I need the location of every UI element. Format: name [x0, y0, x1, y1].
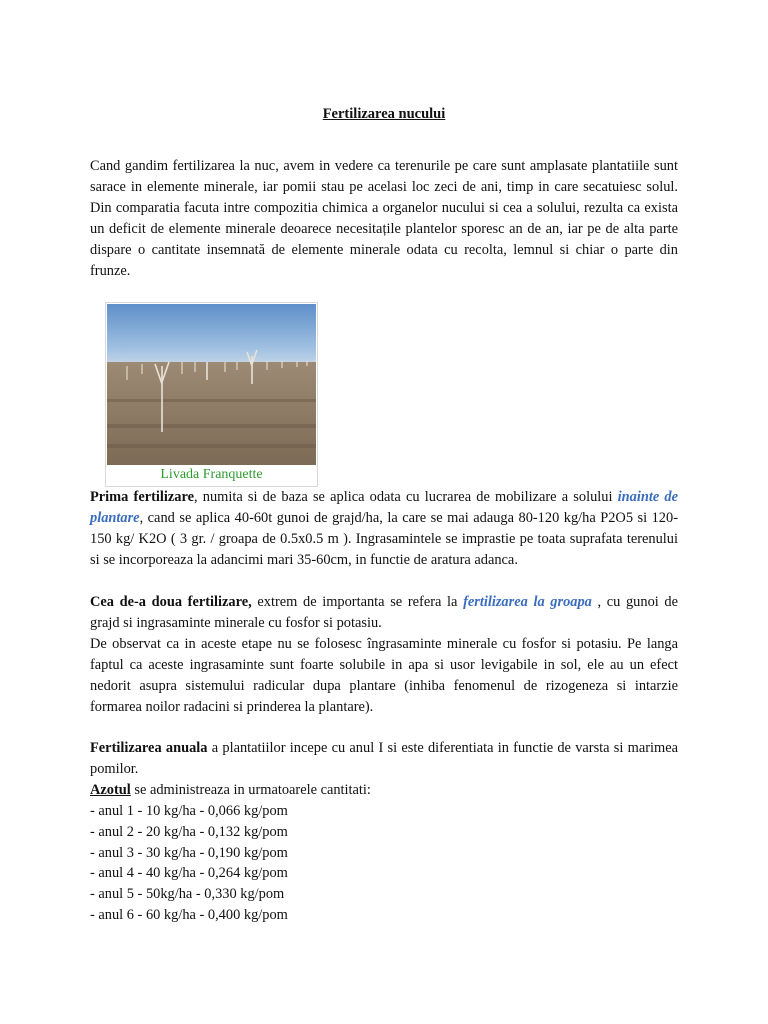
annual-fertilization-paragraph	[90, 738, 678, 926]
annual-fertilization-label: Fertilizarea anuala	[90, 740, 208, 756]
first-fertilization-text-b: , cand se aplica 40-60t gunoi de grajd/ha, la care se mai adauga 80-120 kg/ha P2O5 si 120-150 kg/ K2O ( 3 gr. / groapa de 0.5x0.5 m ). Ingrasamintele se imprastie pe toata suprafata terenului si se incorporeaza la adancimi mari 35-60cm, in functie de aratura adanca.	[90, 509, 678, 568]
dose-list-item: - anul 1 - 10 kg/ha - 0,066 kg/pom	[90, 802, 288, 819]
second-fertilization-paragraph	[90, 592, 678, 717]
nitrogen-line	[90, 780, 678, 801]
dose-list-item: - anul 4 - 40 kg/ha - 0,264 kg/pom	[90, 865, 288, 882]
dose-list-item: - anul 5 - 50kg/ha - 0,330 kg/pom	[90, 886, 285, 903]
dose-list-item: - anul 3 - 30 kg/ha - 0,190 kg/pom	[90, 844, 288, 861]
page-title: Fertilizarea nucului	[322, 106, 446, 122]
pit-fertilization-link[interactable]: fertilizarea la groapa	[463, 594, 592, 610]
dose-list-item: - anul 2 - 20 kg/ha - 0,132 kg/pom	[90, 823, 288, 840]
nitrogen-text: se administreaza in urmatoarele cantitati:	[130, 781, 371, 798]
intro-paragraph: Cand gandim fertilizarea la nuc, avem in vedere ca terenurile pe care sunt amplasate plantatiile sunt sarace in elemente minerale, iar pomii stau pe acelasi loc zeci de ani, timp in care secatuiesc solul. Din comparatia facuta intre compozitia chimica a organelor nucului si cea a solului, rezulta ca exista un deficit de elemente minerale deoarece necesitațile plantelor sporesc an de an, iar pe de alta parte dispare o cantitate insemnată de elemente minerale odata cu recolta, lemnul si chiar o parte din frunze.	[90, 158, 678, 279]
annual-fertilization-text: a plantatiilor incepe cu anul I si este diferentiata in functie de varsta si marimea pomilor.	[90, 740, 678, 777]
figure-caption: Livada Franquette	[160, 467, 263, 482]
first-fertilization-paragraph	[90, 487, 678, 571]
before-planting-link[interactable]: inainte de plantare	[90, 489, 678, 526]
orchard-figure	[105, 302, 318, 487]
second-fertilization-text-b: , cu gunoi de grajd si ingrasaminte minerale cu fosfor si potasiu.	[90, 594, 678, 631]
first-fertilization-label: Prima fertilizare	[90, 489, 194, 505]
second-fertilization-note: De observat ca in aceste etape nu se folosesc îngrasaminte minerale cu fosfor si potasiu. Pe langa faptul ca aceste ingrasaminte sunt foarte solubile in apa si usor levigabile in sol, ele au un efect nedorit asupra sistemului radicular dupa plantare (inhiba fenomenul de rizogeneza si intarzie formarea noilor radacini si prinderea la plantare).	[90, 635, 678, 715]
orchard-photo	[107, 304, 316, 465]
first-fertilization-text-a: , numita si de baza se aplica odata cu lucrarea de mobilizare a solului	[193, 489, 618, 505]
dose-list-item: - anul 6 - 60 kg/ha - 0,400 kg/pom	[90, 907, 288, 924]
second-fertilization-label: Cea de-a doua fertilizare,	[90, 594, 252, 610]
nitrogen-label: Azotul	[90, 781, 131, 798]
second-fertilization-text-a: extrem de importanta se refera la	[251, 594, 464, 610]
